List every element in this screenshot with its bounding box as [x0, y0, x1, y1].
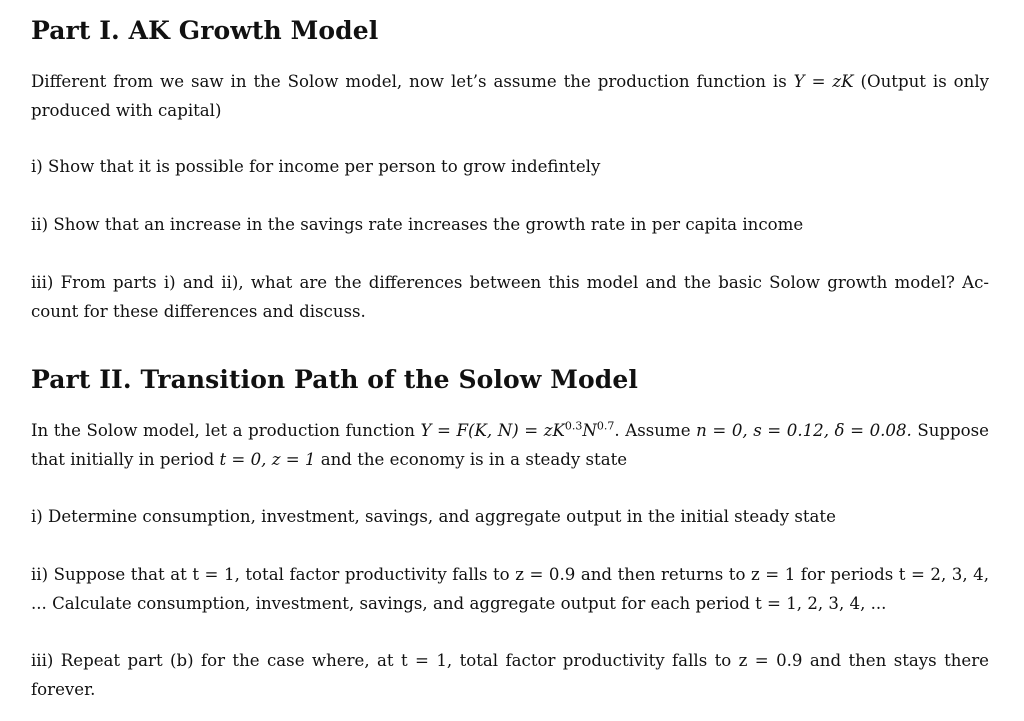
initial-conditions: t = 0, z = 1 [219, 450, 316, 469]
part1-intro-paragraph [31, 67, 989, 125]
part2-heading: Part II. Transition Path of the Solow Model [31, 365, 638, 394]
part1-question-iii: iii) From parts i) and ii), what are the differences between this model and the basic Solow growth model? Ac-count for these differences and discuss. [31, 273, 989, 321]
part2-intro-paragraph [31, 416, 989, 474]
exponent-n: 0.7 [596, 419, 615, 433]
part1-intro-text-a: Different from we saw in the Solow model, now let’s assume the production function is [31, 72, 794, 91]
part2-intro-text-d: and the economy is in a steady state [315, 450, 628, 469]
part1-intro-text-b: (Output is only produced with capital) [31, 72, 990, 120]
part1-heading: Part I. AK Growth Model [31, 16, 379, 45]
part1-question-i: i) Show that it is possible for income per person to grow indefintely [31, 157, 601, 176]
part2-intro-text-a: In the Solow model, let a production function [31, 421, 421, 440]
production-function-ak: Y = zK [793, 72, 854, 91]
part2-intro-text-b: . Assume [614, 421, 697, 440]
part2-question-ii: ii) Suppose that at t = 1, total factor productivity falls to z = 0.9 and then returns to z = 1 for periods t = 2, 3, 4, ... Calculate consumption, investment, savings, and aggregate output for each period t = 1, 2, 3, 4, ... [31, 565, 989, 613]
part1-question-ii: ii) Show that an increase in the savings rate increases the growth rate in per capita income [31, 215, 804, 234]
production-function-k: Y = F(K, N) = zK [420, 421, 565, 440]
part2-question-i: i) Determine consumption, investment, savings, and aggregate output in the initial steady state [31, 507, 836, 526]
part2-intro-text-c: Suppose that initially in period [31, 421, 989, 469]
production-function-n: N [582, 421, 597, 440]
model-parameters: n = 0, s = 0.12, δ = 0.08. [696, 421, 912, 440]
part2-question-iii: iii) Repeat part (b) for the case where, at t = 1, total factor productivity falls to z = 0.9 and then stays there forever. [31, 651, 989, 699]
exponent-k: 0.3 [564, 419, 583, 433]
